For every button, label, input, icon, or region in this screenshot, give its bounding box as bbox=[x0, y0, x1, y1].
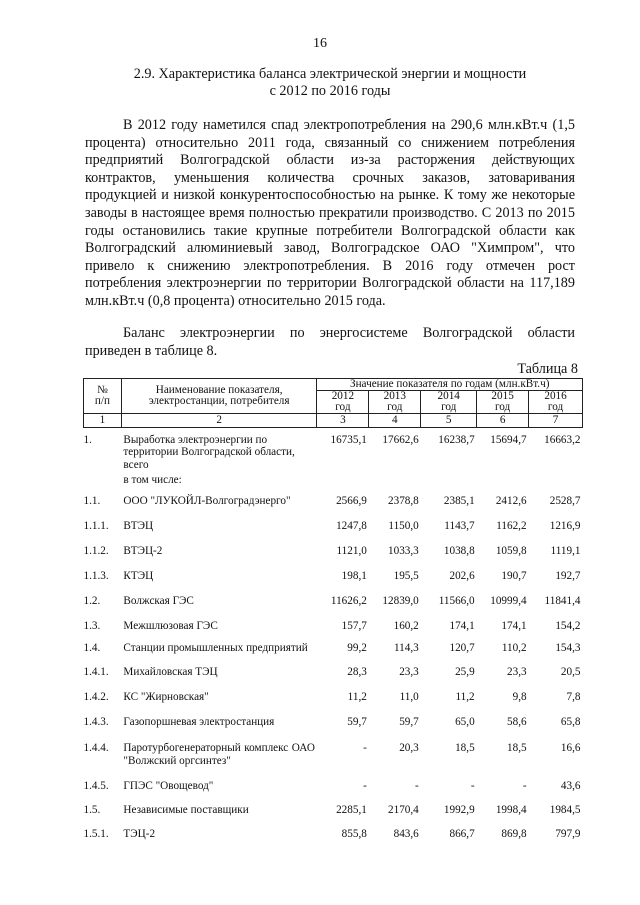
row-value-2015: 9,8 bbox=[512, 691, 527, 703]
row-value-2013: 2170,4 bbox=[388, 804, 419, 816]
row-value-2016: 20,5 bbox=[560, 666, 581, 678]
heading-line-2: с 2012 по 2016 годы bbox=[269, 83, 391, 99]
row-value-2014: 1038,8 bbox=[443, 545, 475, 557]
row-number: 1.4.5. bbox=[83, 780, 109, 792]
row-value-2013: 114,3 bbox=[394, 642, 419, 654]
header-year-unit: год bbox=[547, 401, 564, 413]
table-row bbox=[84, 780, 583, 804]
row-value-2013: 23,3 bbox=[399, 666, 419, 678]
row-value-2012: 99,2 bbox=[347, 642, 367, 654]
header-year-2014 bbox=[421, 391, 477, 414]
row-value-2016: 154,3 bbox=[555, 642, 581, 654]
row-name-text: Независимые поставщики bbox=[123, 804, 249, 816]
row-value-2014: 18,5 bbox=[455, 742, 475, 754]
row-name bbox=[121, 666, 317, 691]
row-name bbox=[121, 691, 317, 716]
row-value-2012: 855,8 bbox=[341, 828, 367, 840]
page-number: 16 bbox=[313, 36, 327, 51]
row-value-2016: 2528,7 bbox=[549, 495, 581, 507]
row-number: 1.4.3. bbox=[83, 716, 109, 728]
row-number: 1.1. bbox=[83, 495, 101, 507]
row-name bbox=[121, 804, 317, 828]
row-name-text: ГПЭС "Овощевод" bbox=[123, 780, 214, 792]
row-value-2016: 11841,4 bbox=[544, 595, 581, 607]
header-year-unit: год bbox=[494, 401, 511, 413]
row-value-2014: 65,0 bbox=[455, 716, 475, 728]
row-value-2015: 15694,7 bbox=[490, 433, 527, 446]
row-value-2014: 1992,9 bbox=[443, 804, 475, 816]
table-row bbox=[84, 716, 583, 742]
row-value-2014: 11566,0 bbox=[438, 595, 475, 607]
row-name-text: ООО "ЛУКОЙЛ-Волгоградэнерго" bbox=[123, 495, 291, 507]
row-value-2012: 59,7 bbox=[347, 716, 367, 728]
row-name-text: Паротурбогенераторный комплекс ОАО "Волжский оргсинтез" bbox=[123, 742, 315, 767]
row-value-2013: 160,2 bbox=[393, 620, 419, 632]
row-value-2015: 10999,4 bbox=[490, 595, 527, 607]
row-value-2015: 23,3 bbox=[507, 666, 527, 678]
row-name bbox=[121, 620, 317, 642]
row-value-2012: 1121,0 bbox=[336, 545, 367, 557]
table-row bbox=[84, 742, 583, 780]
row-value-2016: 1216,9 bbox=[549, 520, 581, 532]
row-name-text: ТЭЦ-2 bbox=[123, 828, 156, 840]
row-value-2016: 65,8 bbox=[560, 716, 581, 728]
row-value-2012: 16735,1 bbox=[330, 433, 367, 446]
header-number bbox=[84, 379, 122, 414]
heading-line-1: 2.9. Характеристика баланса электрической энергии и мощности bbox=[133, 66, 527, 82]
header-year-unit: год bbox=[441, 401, 457, 413]
column-number: 6 bbox=[477, 414, 529, 428]
row-value-2016: 7,8 bbox=[566, 691, 581, 703]
row-value-2012: - bbox=[363, 780, 367, 792]
row-name-text: Волжская ГЭС bbox=[123, 595, 194, 607]
header-year-2015 bbox=[477, 391, 529, 414]
row-value-2014: 1143,7 bbox=[444, 520, 475, 532]
row-value-2014: 25,9 bbox=[455, 666, 475, 678]
table-label: Таблица 8 bbox=[517, 361, 578, 377]
row-name bbox=[121, 742, 317, 780]
table-row bbox=[84, 427, 583, 495]
table-row bbox=[84, 595, 583, 620]
row-name bbox=[121, 545, 317, 570]
column-number: 7 bbox=[529, 414, 583, 428]
row-value-2014: 2385,1 bbox=[443, 495, 475, 507]
table-row bbox=[84, 828, 583, 852]
row-number: 1.5. bbox=[83, 804, 101, 816]
row-number: 1.1.2. bbox=[83, 545, 109, 557]
row-value-2015: 1059,8 bbox=[495, 545, 527, 557]
table-row bbox=[84, 495, 583, 520]
table-row bbox=[84, 545, 583, 570]
row-number: 1.4.2. bbox=[83, 691, 109, 703]
row-value-2015: - bbox=[522, 780, 527, 792]
row-value-2012: 28,3 bbox=[347, 666, 367, 678]
table-row bbox=[84, 691, 583, 716]
paragraph-1-text: В 2012 году наметился спад электропотребления на 290,6 млн.кВт.ч (1,5 процента) относительно 2011 года, связанный со снижением потребления предприятий Волгоградской области из-за расторжения действующих контрактов, уменьшения количества срочных заказов, затоваривания продукцией и низкой конкурентоспособностью на рынке. К тому же некоторые заводы в настоящее время полностью прекратили производство. С 2013 по 2015 годы остановились такие крупные потребители Волгоградской области как Волгоградский алюминиевый завод, Волгоградское ОАО "Химпром", что привело к снижению электропотребления. В 2016 году отмечен рост потребления электроэнергии по территории Волгоградской области на 117,189 млн.кВт.ч (0,8 процента) относительно 2015 года. bbox=[85, 117, 575, 309]
row-value-2012: 1247,8 bbox=[336, 520, 367, 532]
row-name-text: Михайловская ТЭЦ bbox=[123, 666, 218, 678]
header-name-line1: Наименование показателя, bbox=[155, 384, 283, 396]
row-value-2016: 16663,2 bbox=[544, 433, 581, 446]
header-year-value: 2013 bbox=[383, 390, 406, 402]
header-year-2013 bbox=[369, 391, 421, 414]
header-name bbox=[121, 379, 317, 414]
column-number: 2 bbox=[121, 414, 317, 428]
paragraph-1 bbox=[85, 117, 575, 311]
row-value-2013: 195,5 bbox=[393, 570, 419, 582]
header-year-unit: год bbox=[387, 401, 403, 413]
row-number: 1. bbox=[83, 433, 92, 446]
header-year-unit: год bbox=[335, 401, 351, 413]
row-value-2013: - bbox=[415, 780, 419, 792]
row-name-text: Станции промышленных предприятий bbox=[123, 642, 308, 654]
table-row bbox=[84, 642, 583, 666]
row-name bbox=[121, 427, 317, 495]
row-value-2015: 2412,6 bbox=[495, 495, 527, 507]
row-name bbox=[121, 780, 317, 804]
row-number: 1.4. bbox=[83, 642, 101, 654]
row-value-2013: 2378,8 bbox=[388, 495, 419, 507]
row-number: 1.4.1. bbox=[83, 666, 109, 678]
column-number: 3 bbox=[317, 414, 369, 428]
row-name bbox=[121, 642, 317, 666]
row-value-2016: 16,6 bbox=[560, 742, 581, 754]
row-value-2012: 11,2 bbox=[347, 691, 367, 703]
row-number: 1.2. bbox=[83, 595, 101, 607]
row-value-2013: 59,7 bbox=[399, 716, 419, 728]
row-name bbox=[121, 570, 317, 595]
row-name bbox=[121, 595, 317, 620]
row-value-2012: 2566,9 bbox=[336, 495, 367, 507]
row-value-2012: 11626,2 bbox=[330, 595, 367, 607]
row-value-2013: 843,6 bbox=[393, 828, 419, 840]
row-value-2014: 11,2 bbox=[455, 691, 475, 703]
row-number: 1.1.1. bbox=[83, 520, 109, 532]
row-name-text: Выработка электроэнергии по территории Волгоградской области, всего bbox=[123, 433, 295, 471]
row-value-2014: 16238,7 bbox=[438, 433, 475, 446]
row-name bbox=[121, 520, 317, 545]
row-value-2016: 192,7 bbox=[555, 570, 581, 582]
row-subnote: в том числе: bbox=[123, 474, 182, 486]
row-value-2013: 1033,3 bbox=[388, 545, 419, 557]
row-value-2013: 1150,0 bbox=[388, 520, 419, 532]
row-value-2015: 58,6 bbox=[507, 716, 527, 728]
header-name-line2: электростанции, потребителя bbox=[148, 395, 290, 407]
header-year-value: 2014 bbox=[437, 390, 460, 402]
row-number: 1.5.1. bbox=[83, 828, 109, 840]
header-year-value: 2012 bbox=[331, 390, 355, 402]
row-name-text: Межшлюзовая ГЭС bbox=[123, 620, 218, 632]
table-row bbox=[84, 570, 583, 595]
header-year-value: 2016 bbox=[544, 390, 567, 402]
row-value-2016: 154,2 bbox=[555, 620, 581, 632]
table-row bbox=[84, 520, 583, 545]
row-value-2016: 43,6 bbox=[560, 780, 581, 792]
row-value-2015: 869,8 bbox=[501, 828, 527, 840]
row-value-2012: 198,1 bbox=[341, 570, 367, 582]
table-row bbox=[84, 804, 583, 828]
row-value-2015: 1162,2 bbox=[496, 520, 527, 532]
row-value-2014: 202,6 bbox=[449, 570, 475, 582]
header-year-2012 bbox=[317, 391, 369, 414]
row-value-2016: 797,9 bbox=[555, 828, 581, 840]
column-number: 4 bbox=[369, 414, 421, 428]
row-number: 1.1.3. bbox=[83, 570, 109, 582]
row-value-2014: 174,1 bbox=[449, 620, 475, 632]
header-number-line2: п/п bbox=[94, 395, 110, 407]
row-value-2016: 1119,1 bbox=[550, 545, 581, 557]
column-numbers-row bbox=[84, 414, 583, 428]
column-number: 1 bbox=[84, 414, 122, 428]
row-value-2016: 1984,5 bbox=[549, 804, 581, 816]
header-number-line1: № bbox=[97, 384, 108, 396]
row-value-2013: 20,3 bbox=[399, 742, 419, 754]
row-value-2012: - bbox=[363, 742, 367, 754]
row-value-2012: 157,7 bbox=[341, 620, 367, 632]
row-value-2015: 1998,4 bbox=[495, 804, 527, 816]
row-name-text: КС "Жирновская" bbox=[123, 691, 209, 703]
row-name-text: ВТЭЦ bbox=[123, 520, 154, 532]
table-row bbox=[84, 666, 583, 691]
paragraph-2 bbox=[85, 325, 575, 360]
row-name bbox=[121, 495, 317, 520]
row-value-2015: 110,2 bbox=[501, 642, 527, 654]
row-value-2014: 866,7 bbox=[449, 828, 475, 840]
table-row bbox=[84, 620, 583, 642]
row-value-2014: 120,7 bbox=[449, 642, 475, 654]
row-value-2015: 18,5 bbox=[507, 742, 527, 754]
row-name-text: ВТЭЦ-2 bbox=[123, 545, 163, 557]
row-number: 1.4.4. bbox=[83, 742, 109, 754]
section-heading bbox=[80, 66, 580, 100]
header-year-2016 bbox=[529, 391, 583, 414]
row-value-2013: 12839,0 bbox=[382, 595, 419, 607]
row-name-text: КТЭЦ bbox=[123, 570, 154, 582]
row-value-2015: 174,1 bbox=[501, 620, 527, 632]
table-body bbox=[84, 427, 583, 852]
row-number: 1.3. bbox=[83, 620, 101, 632]
row-name-text: Газопоршневая электростанция bbox=[123, 716, 275, 728]
paragraph-2-text: Баланс электроэнергии по энергосистеме Волгоградской области приведен в таблице 8. bbox=[85, 325, 575, 359]
row-name bbox=[121, 716, 317, 742]
row-name bbox=[121, 828, 317, 852]
column-number: 5 bbox=[421, 414, 477, 428]
row-value-2013: 11,0 bbox=[399, 691, 419, 703]
row-value-2013: 17662,6 bbox=[382, 433, 419, 446]
row-value-2014: - bbox=[470, 780, 475, 792]
balance-table bbox=[83, 378, 583, 852]
header-year-value: 2015 bbox=[491, 390, 514, 402]
row-value-2015: 190,7 bbox=[501, 570, 527, 582]
row-value-2012: 2285,1 bbox=[336, 804, 367, 816]
header-values-caption: Значение показателя по годам (млн.кВт.ч) bbox=[317, 379, 583, 391]
